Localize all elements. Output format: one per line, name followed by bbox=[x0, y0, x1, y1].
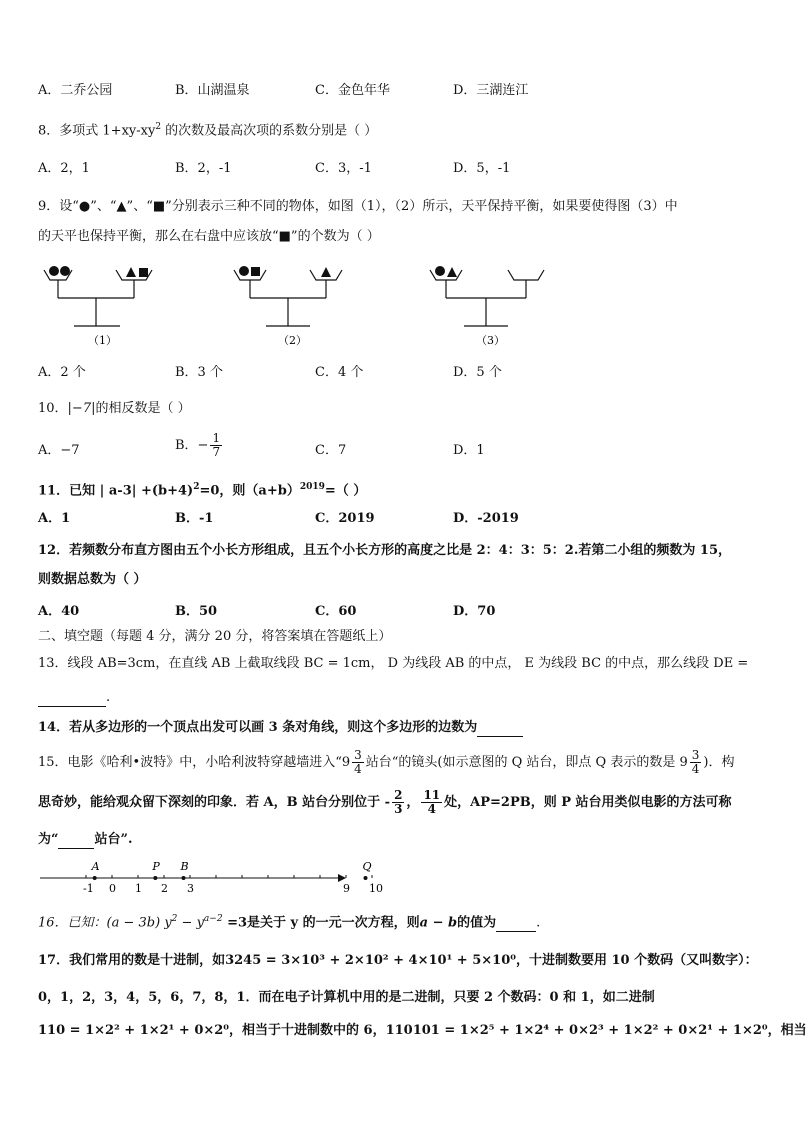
q17-line3: 110 = 1×2² + 1×2¹ + 0×2⁰，相当于十进制数中的 6，110101 = 1×2⁵ + 1×2⁴ + 0×2³ + 1×2² + 0×2¹ + 1×2⁰，相当 bbox=[38, 1023, 807, 1038]
q9-option-c: C．4 个 bbox=[315, 365, 364, 380]
balance-2 bbox=[234, 266, 342, 347]
axis-tick-label: 10 bbox=[369, 882, 383, 895]
axis-point bbox=[364, 876, 368, 880]
fraction: $\frac{3}{4}$ bbox=[691, 748, 700, 776]
circle-icon bbox=[49, 266, 59, 276]
q9-balance-figures bbox=[38, 258, 558, 350]
square-icon bbox=[251, 267, 260, 276]
triangle-icon bbox=[126, 267, 136, 277]
axis-point bbox=[182, 876, 186, 880]
circle-icon bbox=[239, 266, 249, 276]
q10-option-c: C．7 bbox=[315, 443, 347, 458]
q8-stem: 8．多项式 $1+xy-xy^2$ 的次数及最高次项的系数分别是（ ） bbox=[38, 122, 378, 139]
q11-options bbox=[38, 510, 758, 528]
q13-stem-line2: . bbox=[38, 688, 110, 707]
axis-tick-label: 2 bbox=[161, 882, 168, 895]
q9-stem-line1: 9．设“●”、“▲”、“■”分别表示三种不同的物体，如图（1），（2）所示，天平保持平衡，如果要使得图（3）中 bbox=[38, 199, 678, 214]
q7-option-d: D．三湖连江 bbox=[453, 83, 529, 98]
q10-option-a: A．−7 bbox=[38, 443, 80, 458]
q17-line2: 0，1，2，3，4，5，6，7，8，1．而在电子计算机中用的是二进制，只要 2 个数码：0 和 1，如二进制 bbox=[38, 990, 655, 1005]
balance-3 bbox=[430, 266, 544, 347]
q10-options bbox=[38, 431, 758, 460]
q7-option-a: A．二乔公园 bbox=[38, 83, 113, 98]
q13-stem-line1: 13．线段 AB=3cm，在直线 AB 上截取线段 BC = 1cm， D 为线段 AB 的中点， E 为线段 BC 的中点，那么线段 DE = bbox=[38, 656, 749, 671]
q7-option-b: B．山湖温泉 bbox=[175, 83, 250, 98]
q15-number-line bbox=[36, 856, 383, 896]
axis-point bbox=[93, 876, 97, 880]
axis-tick-label: 3 bbox=[187, 882, 194, 895]
q8-option-d: D．5，-1 bbox=[453, 161, 511, 176]
axis-tick-label: 1 bbox=[135, 882, 142, 895]
q15-stem-line1: 15．电影《哈利•波特》中，小哈利波特穿越墙进入“9 $\frac{3}{4}$ 站台“的镜头(如示意图的 Q 站台，即点 Q 表示的数是 9 $\frac{3}{4}$ )．构 bbox=[38, 748, 735, 776]
q9-option-b: B．3 个 bbox=[175, 365, 223, 380]
balance-1 bbox=[44, 266, 152, 347]
q10-option-b: B．− $\frac{1}{7}$ bbox=[175, 431, 221, 459]
answer-blank bbox=[496, 913, 536, 932]
figure-label-2: （2） bbox=[278, 334, 307, 347]
triangle-icon bbox=[447, 267, 457, 277]
fraction: $\frac{2}{3}$ bbox=[394, 788, 403, 816]
q11-stem: 11．已知 | $a-3| +(b+4)^2=0$，则$(a+b)^{2019}=$（ ） bbox=[38, 482, 367, 499]
q8-option-c: C．3，-1 bbox=[315, 161, 372, 176]
axis-tick-label: 0 bbox=[109, 882, 116, 895]
q11-option-b: B．-1 bbox=[175, 511, 214, 526]
q8-option-a: A．2，1 bbox=[38, 161, 90, 176]
answer-blank bbox=[477, 718, 523, 737]
axis-points bbox=[91, 860, 372, 880]
axis-point-label: A bbox=[91, 860, 100, 873]
q9-options bbox=[38, 364, 758, 382]
axis-tick-label: -1 bbox=[83, 882, 94, 895]
q10-stem: 10．|−7|的相反数是（ ） bbox=[38, 401, 191, 416]
figure-label-3: （3） bbox=[476, 334, 505, 347]
q15-stem-line3: 为“ 站台”. bbox=[38, 832, 133, 847]
q12-options bbox=[38, 603, 758, 621]
q9-stem-line2: 的天平也保持平衡，那么在右盘中应该放“■”的个数为（ ） bbox=[38, 229, 380, 244]
q9-option-a: A．2 个 bbox=[38, 365, 86, 380]
section-title-fill-in: 二、填空题（每题 4 分，满分 20 分，将答案填在答题纸上） bbox=[38, 629, 392, 644]
q12-option-a: A．40 bbox=[38, 604, 80, 619]
q11-option-d: D．-2019 bbox=[453, 511, 519, 526]
circle-icon bbox=[60, 266, 70, 276]
q7-option-c: C．金色年华 bbox=[315, 83, 390, 98]
axis-point-label: Q bbox=[362, 860, 372, 873]
q9-option-d: D．5 个 bbox=[453, 365, 502, 380]
q8-option-b: B．2，-1 bbox=[175, 161, 232, 176]
q12-option-b: B．50 bbox=[175, 604, 218, 619]
answer-blank bbox=[58, 830, 94, 849]
q12-stem-line2: 则数据总数为（ ） bbox=[38, 572, 147, 587]
arrow-right-icon bbox=[338, 874, 346, 882]
q11-option-c: C．2019 bbox=[315, 511, 375, 526]
fraction: $\frac{3}{4}$ bbox=[354, 748, 362, 776]
axis-point bbox=[153, 876, 157, 880]
q14-stem: 14．若从多边形的一个顶点出发可以画 3 条对角线，则这个多边形的边数为 bbox=[38, 718, 523, 737]
axis-tick-label: 9 bbox=[343, 882, 350, 895]
q17-line1: 17．我们常用的数是十进制，如3245 = 3×10³ + 2×10² + 4×10¹ + 5×10⁰，十进制数要用 10 个数码（又叫数字）： bbox=[38, 953, 758, 968]
q16-stem: 16．已知：(a − 3b) $y^2 - y^{a-2} =3$是关于 y 的一元一次方程，则a − b的值为 . bbox=[38, 914, 541, 931]
fraction: $\frac{11}{4}$ bbox=[423, 788, 441, 816]
q12-option-c: C．60 bbox=[315, 604, 357, 619]
fraction: $\frac{1}{7}$ bbox=[212, 431, 221, 459]
abs-value: |−7| bbox=[67, 401, 96, 416]
circle-icon bbox=[435, 266, 445, 276]
q11-option-a: A．1 bbox=[38, 511, 71, 526]
q12-stem-line1: 12．若频数分布直方图由五个小长方形组成，且五个小长方形的高度之比是 2：4：3：5：2.若第二小组的频数为 15， bbox=[38, 543, 731, 558]
square-icon bbox=[139, 268, 148, 277]
q12-option-d: D．70 bbox=[453, 604, 496, 619]
answer-blank bbox=[38, 688, 106, 707]
q10-option-d: D．1 bbox=[453, 443, 485, 458]
q15-stem-line2: 思奇妙，能给观众留下深刻的印象．若 A，B 站台分别位于 - $\frac{2}{3}$ ， $\frac{11}{4}$ 处，AP=2PB，则 P 站台用类似电影的方法可称 bbox=[38, 788, 732, 816]
triangle-icon bbox=[321, 267, 331, 277]
axis-point-label: P bbox=[152, 860, 160, 873]
axis-point-label: B bbox=[180, 860, 189, 873]
q7-options bbox=[38, 82, 758, 100]
q8-options bbox=[38, 160, 758, 178]
figure-label-1: （1） bbox=[88, 334, 117, 347]
